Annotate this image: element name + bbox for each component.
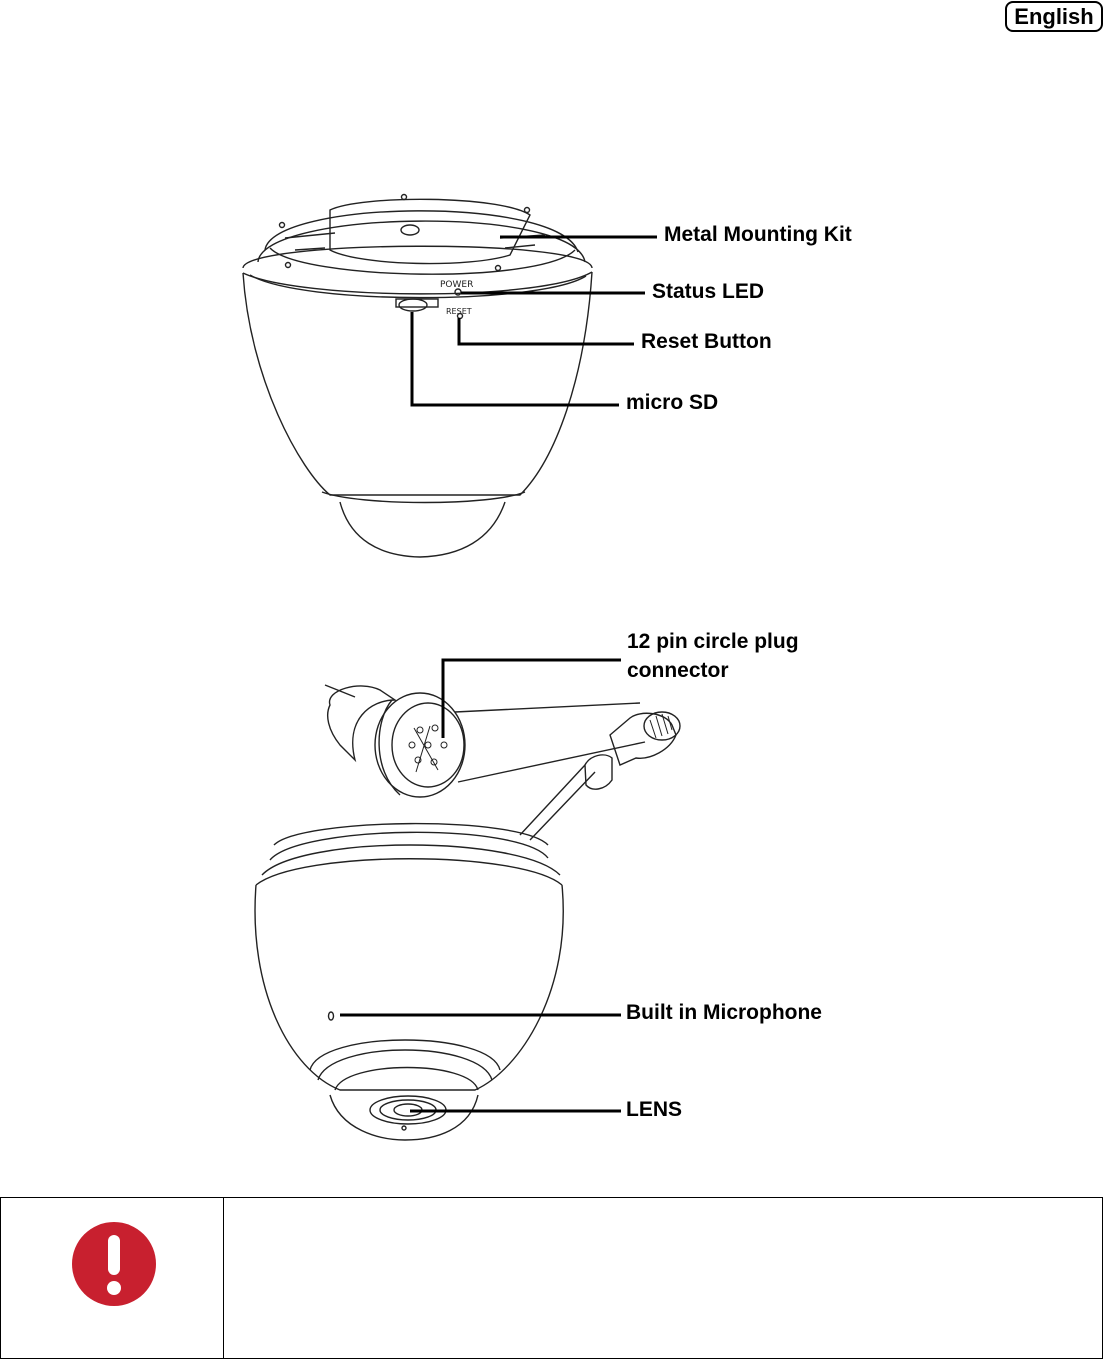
label-built-in-microphone: Built in Microphone <box>626 1001 822 1024</box>
label-micro-sd: micro SD <box>626 391 719 414</box>
label-connector-line2: connector <box>627 659 729 682</box>
leader-connector <box>443 660 621 738</box>
leader-micro-sd <box>412 312 619 405</box>
leader-reset-button <box>459 318 634 344</box>
note-icon-cell <box>1 1198 224 1358</box>
label-lens: LENS <box>626 1098 683 1121</box>
reset-marking: RESET <box>446 307 472 316</box>
language-badge: English <box>1005 1 1103 32</box>
note-box <box>0 1197 1103 1359</box>
label-status-led: Status LED <box>652 280 765 303</box>
power-marking: POWER <box>440 280 474 290</box>
top-camera-illustration <box>243 195 592 558</box>
exclamation-circle-icon <box>71 1221 157 1307</box>
note-text-cell <box>224 1198 1102 1358</box>
label-reset-button: Reset Button <box>641 330 772 353</box>
label-connector-line1: 12 pin circle plug <box>627 630 799 653</box>
bottom-camera-illustration <box>255 685 683 1140</box>
label-metal-mounting-kit: Metal Mounting Kit <box>664 223 852 246</box>
